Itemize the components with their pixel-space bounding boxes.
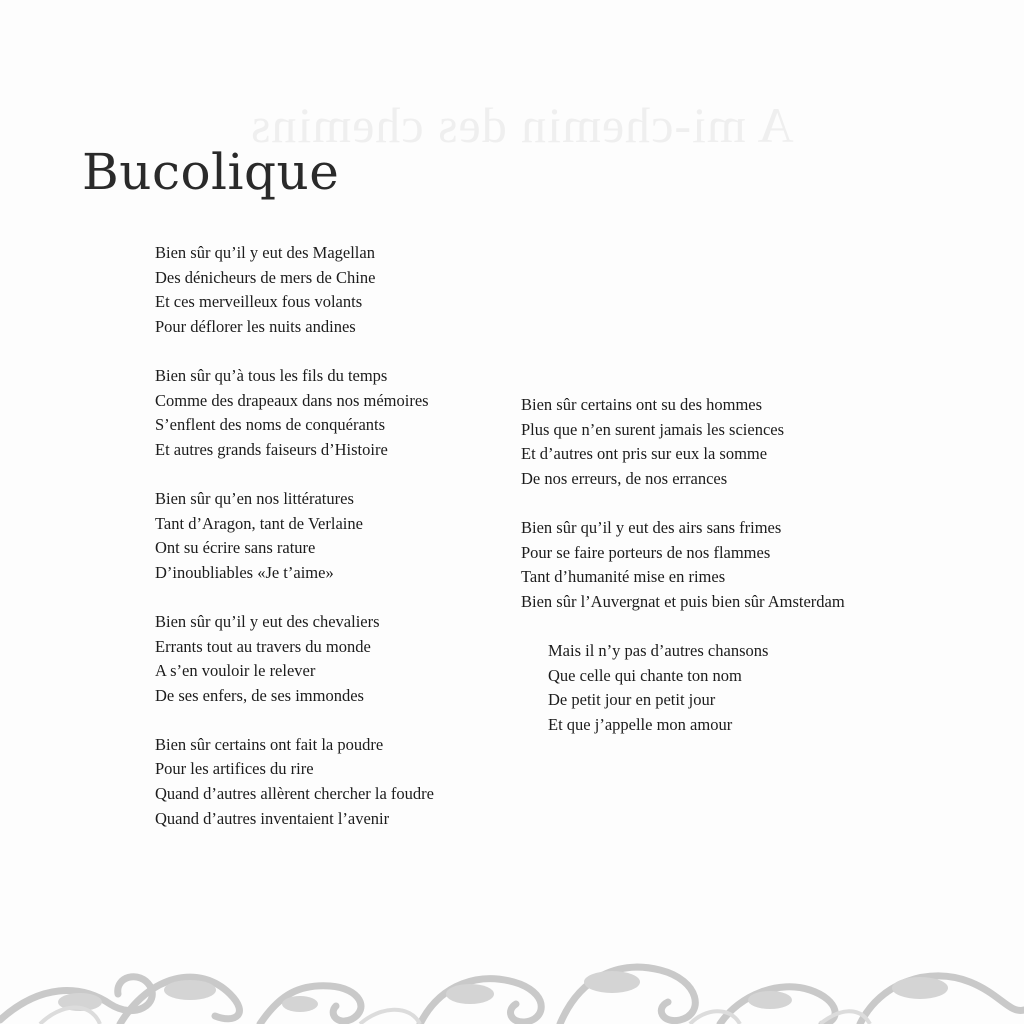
verse-line: De ses enfers, de ses immondes [155,685,364,705]
right-column [521,393,921,762]
poem-title: Bucolique [82,143,340,201]
stanza [521,393,921,491]
verse-line: Mais il n’y pas d’autres chansons [548,640,769,660]
verse-line: Bien sûr qu’il y eut des airs sans frimes [521,517,782,537]
verse-line: Pour se faire porteurs de nos flammes [521,542,771,562]
verse-line: A s’en vouloir le relever [155,661,316,681]
verse-line: Quand d’autres allèrent chercher la foudre [155,784,434,804]
show-through-title: A mi-chemin des chemins [250,97,794,153]
verse-line: Plus que n’en surent jamais les sciences [521,419,785,439]
verse-line: Ont su écrire sans rature [155,538,316,558]
verse-line: De petit jour en petit jour [548,690,716,710]
verse-line: Quand d’autres inventaient l’avenir [155,808,390,828]
stanza [155,733,505,831]
verse-line: D’inoubliables «Je t’aime» [155,562,334,582]
verse-line: Bien sûr l’Auvergnat et puis bien sûr Amsterdam [521,591,845,611]
verse-line: Bien sûr certains ont su des hommes [521,395,763,414]
verse-line: Bien sûr qu’à tous les fils du temps [155,365,388,385]
verse-line: Pour déflorer les nuits andines [155,316,356,336]
closing-stanza [521,639,921,737]
verse-line: Et ces merveilleux fous volants [155,292,363,312]
verse-line: Pour les artifices du rire [155,759,314,779]
stanza [155,610,505,708]
verse-line: S’enflent des noms de conquérants [155,415,386,435]
stanza [155,364,505,462]
stanza [155,487,505,585]
verse-line: Bien sûr qu’en nos littératures [155,488,354,508]
stanza [155,241,505,339]
floral-ornament-icon [0,924,1024,1024]
verse-line: Que celle qui chante ton nom [548,665,742,685]
verse-line: Errants tout au travers du monde [155,636,371,656]
verse-line: Bien sûr certains ont fait la poudre [155,734,384,754]
verse-line: Tant d’humanité mise en rimes [521,567,726,587]
verse-line: Et que j’appelle mon amour [548,714,733,734]
verse-line: Tant d’Aragon, tant de Verlaine [155,513,363,533]
verse-line: Et d’autres ont pris sur eux la somme [521,444,768,464]
verse-line: Des dénicheurs de mers de Chine [155,267,376,287]
verse-line: De nos erreurs, de nos errances [521,468,728,488]
left-column [155,241,505,856]
verse-line: Bien sûr qu’il y eut des Magellan [155,243,375,262]
verse-line: Bien sûr qu’il y eut des chevaliers [155,611,380,631]
verse-line: Comme des drapeaux dans nos mémoires [155,390,429,410]
verse-line: Et autres grands faiseurs d’Histoire [155,439,388,459]
stanza [521,516,921,614]
